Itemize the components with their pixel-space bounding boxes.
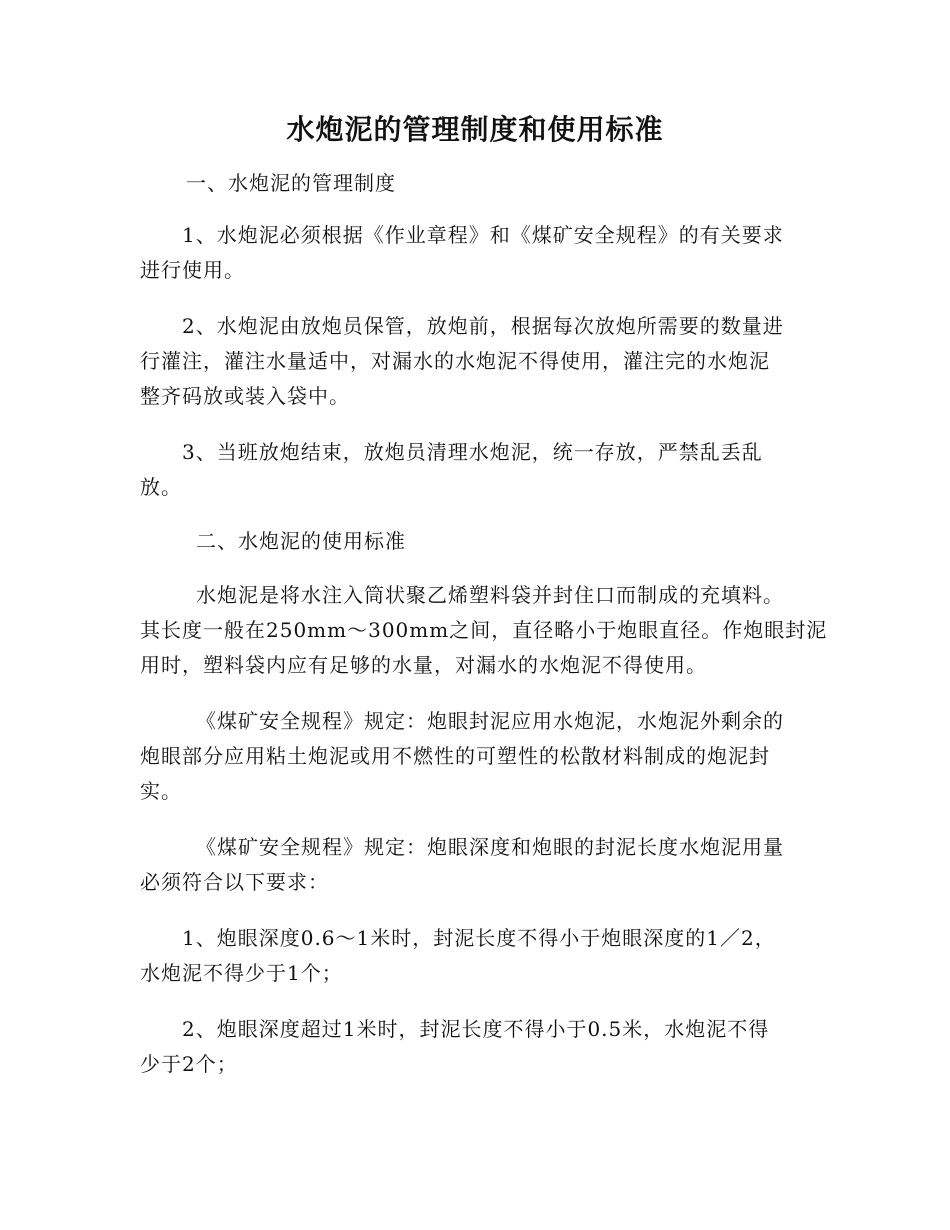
paragraph-line: 水炮泥是将水注入筒状聚乙烯塑料袋并封住口而制成的充填料。 [196,583,784,607]
paragraph-line: 3、当班放炮结束，放炮员清理水炮泥，统一存放，严禁乱丢乱 [182,440,763,464]
paragraph-line: 《煤矿安全规程》规定：炮眼深度和炮眼的封泥长度水炮泥用量 [196,835,784,859]
paragraph-usage-regulation-1 [140,704,816,809]
paragraph-line: 少于2个； [140,1052,238,1076]
paragraph-line: 行灌注，灌注水量适中，对漏水的水炮泥不得使用，灌注完的水炮泥 [140,349,770,373]
paragraph-line: 实。 [140,779,182,803]
paragraph-line: 用时，塑料袋内应有足够的水量，对漏水的水炮泥不得使用。 [140,653,707,677]
paragraph-usage-definition [140,578,828,683]
paragraph-line: 进行使用。 [140,258,245,282]
paragraph-management-item-1 [140,218,816,288]
paragraph-line: 1、水炮泥必须根据《作业章程》和《煤矿安全规程》的有关要求 [182,223,784,247]
paragraph-line: 1、炮眼深度0.6～1米时，封泥长度不得小于炮眼深度的1／2， [182,926,776,950]
paragraph-management-item-2 [140,309,816,414]
paragraph-line: 炮眼部分应用粘土炮泥或用不燃性的可塑性的松散材料制成的炮泥封 [140,744,770,768]
section-heading-management: 一、水炮泥的管理制度 [186,171,396,195]
paragraph-line: 整齐码放或装入袋中。 [140,384,350,408]
paragraph-usage-regulation-2 [140,830,816,900]
document-title: 水炮泥的管理制度和使用标准 [286,113,664,146]
paragraph-line: 《煤矿安全规程》规定：炮眼封泥应用水炮泥，水炮泥外剩余的 [196,709,784,733]
paragraph-line: 必须符合以下要求： [140,870,329,894]
paragraph-usage-requirement-1 [140,921,816,991]
paragraph-line: 放。 [140,475,182,499]
paragraph-management-item-3 [140,435,816,505]
paragraph-usage-requirement-2 [140,1012,816,1082]
paragraph-line: 其长度一般在250mm～300mm之间，直径略小于炮眼直径。作炮眼封泥 [140,618,828,642]
paragraph-line: 水炮泥不得少于1个； [140,961,343,985]
section-heading-usage: 二、水炮泥的使用标准 [196,529,406,553]
paragraph-line: 2、水炮泥由放炮员保管，放炮前，根据每次放炮所需要的数量进 [182,314,784,338]
paragraph-line: 2、炮眼深度超过1米时，封泥长度不得小于0.5米，水炮泥不得 [182,1017,770,1041]
